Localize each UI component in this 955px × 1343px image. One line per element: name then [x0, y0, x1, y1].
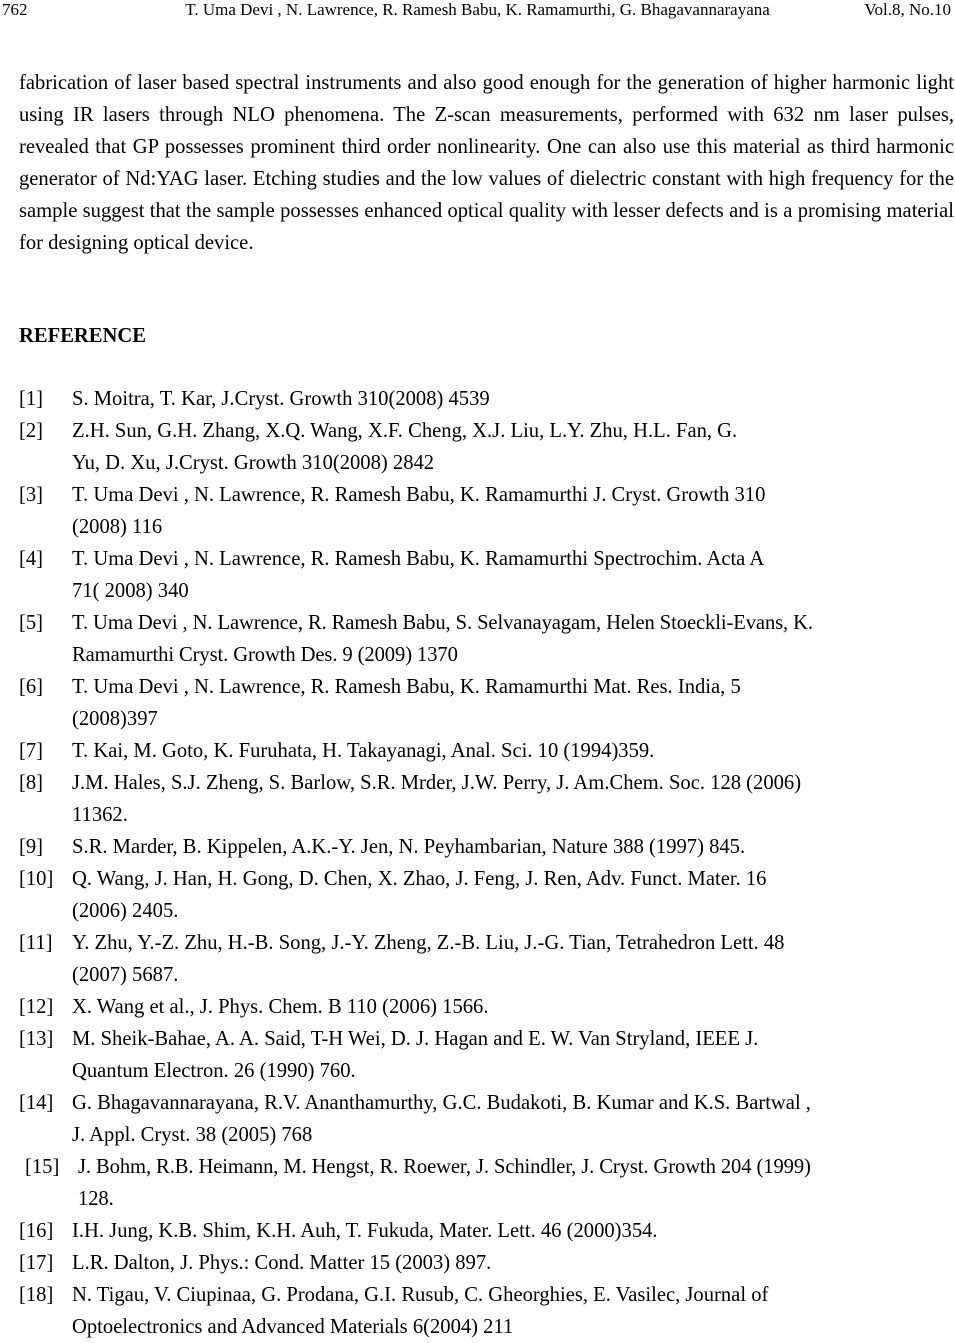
reference-number: [2]: [19, 420, 44, 442]
reference-item: [0, 479, 955, 543]
reference-item: [0, 831, 955, 863]
reference-text: S. Moitra, T. Kar, J.Cryst. Growth 310(2008) 4539: [72, 388, 490, 410]
reference-number: [12]: [19, 996, 54, 1018]
reference-item: [0, 543, 955, 607]
reference-number: [6]: [19, 676, 44, 698]
reference-number: [18]: [19, 1284, 54, 1306]
reference-item: [0, 1247, 955, 1279]
header-authors: T. Uma Devi , N. Lawrence, R. Ramesh Babu, K. Ramamurthi, G. Bhagavannarayana: [185, 0, 770, 19]
running-header: [0, 0, 955, 24]
reference-text: Z.H. Sun, G.H. Zhang, X.Q. Wang, X.F. Cheng, X.J. Liu, L.Y. Zhu, H.L. Fan, G. Yu, D. Xu, J.Cryst. Growth 310(2008) 2842: [72, 420, 738, 474]
reference-number: [10]: [19, 868, 54, 890]
reference-number: [17]: [19, 1252, 54, 1274]
reference-item: [0, 671, 955, 735]
reference-text: T. Uma Devi , N. Lawrence, R. Ramesh Babu, K. Ramamurthi Spectrochim. Acta A 71( 2008) 340: [72, 548, 765, 602]
page-number: 762: [2, 0, 28, 19]
reference-text: T. Uma Devi , N. Lawrence, R. Ramesh Babu, K. Ramamurthi Mat. Res. India, 5 (2008)397: [72, 676, 741, 730]
reference-text: M. Sheik-Bahae, A. A. Said, T-H Wei, D. J. Hagan and E. W. Van Stryland, IEEE J. Quantum Electron. 26 (1990) 760.: [72, 1028, 759, 1082]
reference-text: G. Bhagavannarayana, R.V. Ananthamurthy, G.C. Budakoti, B. Kumar and K.S. Bartwal , J. Appl. Cryst. 38 (2005) 768: [72, 1092, 811, 1146]
reference-number: [5]: [19, 612, 44, 634]
reference-number: [7]: [19, 740, 44, 762]
reference-text: X. Wang et al., J. Phys. Chem. B 110 (2006) 1566.: [72, 996, 489, 1018]
reference-number: [16]: [19, 1220, 54, 1242]
reference-item: [0, 1279, 955, 1343]
reference-number: [1]: [19, 388, 44, 410]
reference-list: [0, 383, 955, 1343]
reference-text: J. Bohm, R.B. Heimann, M. Hengst, R. Roewer, J. Schindler, J. Cryst. Growth 204 (1999) 128.: [78, 1156, 811, 1210]
reference-text: Q. Wang, J. Han, H. Gong, D. Chen, X. Zhao, J. Feng, J. Ren, Adv. Funct. Mater. 16 (2006) 2405.: [72, 868, 767, 922]
reference-item: [0, 767, 955, 831]
reference-text: S.R. Marder, B. Kippelen, A.K.-Y. Jen, N. Peyhambarian, Nature 388 (1997) 845.: [72, 836, 746, 858]
reference-item: [0, 383, 955, 415]
reference-text: T. Uma Devi , N. Lawrence, R. Ramesh Babu, K. Ramamurthi J. Cryst. Growth 310 (2008) 116: [72, 484, 766, 538]
reference-text: Y. Zhu, Y.-Z. Zhu, H.-B. Song, J.-Y. Zheng, Z.-B. Liu, J.-G. Tian, Tetrahedron Lett. 48 (2007) 5687.: [72, 932, 785, 986]
reference-number: [15]: [25, 1156, 60, 1178]
volume-number: Vol.8, No.10: [864, 0, 951, 19]
reference-item: [0, 1087, 955, 1151]
reference-item: [0, 415, 955, 479]
reference-item: [0, 607, 955, 671]
references-heading: REFERENCE: [19, 325, 147, 347]
reference-text: L.R. Dalton, J. Phys.: Cond. Matter 15 (2003) 897.: [72, 1252, 492, 1274]
reference-text: N. Tigau, V. Ciupinaa, G. Prodana, G.I. Rusub, C. Gheorghies, E. Vasilec, Journal of Optoelectronics and Advanced Materials 6(2004) 211: [72, 1284, 769, 1338]
reference-item: [0, 991, 955, 1023]
reference-text: T. Uma Devi , N. Lawrence, R. Ramesh Babu, S. Selvanayagam, Helen Stoeckli-Evans, K. Ramamurthi Cryst. Growth Des. 9 (2009) 1370: [72, 612, 813, 666]
reference-text: I.H. Jung, K.B. Shim, K.H. Auh, T. Fukuda, Mater. Lett. 46 (2000)354.: [72, 1220, 658, 1242]
reference-number: [8]: [19, 772, 44, 794]
reference-item: [0, 1151, 955, 1215]
reference-number: [4]: [19, 548, 44, 570]
reference-number: [13]: [19, 1028, 54, 1050]
reference-text: J.M. Hales, S.J. Zheng, S. Barlow, S.R. Mrder, J.W. Perry, J. Am.Chem. Soc. 128 (2006) 11362.: [72, 772, 802, 826]
reference-number: [3]: [19, 484, 44, 506]
reference-number: [14]: [19, 1092, 54, 1114]
reference-text: T. Kai, M. Goto, K. Furuhata, H. Takayanagi, Anal. Sci. 10 (1994)359.: [72, 740, 655, 762]
reference-item: [0, 927, 955, 991]
body-paragraph: fabrication of laser based spectral instruments and also good enough for the generation of higher harmonic light using IR lasers through NLO phenomena. The Z-scan measurements, performed with 632 nm laser pulses, revealed that GP possesses prominent third order nonlinearity. One can also use this material as third harmonic generator of Nd:YAG laser. Etching studies and the low values of dielectric constant with high frequency for the sample suggest that the sample possesses enhanced optical quality with lesser defects and is a promising material for designing optical device.: [19, 72, 954, 254]
reference-item: [0, 1023, 955, 1087]
reference-number: [9]: [19, 836, 44, 858]
reference-item: [0, 1215, 955, 1247]
reference-number: [11]: [19, 932, 53, 954]
reference-item: [0, 735, 955, 767]
reference-item: [0, 863, 955, 927]
